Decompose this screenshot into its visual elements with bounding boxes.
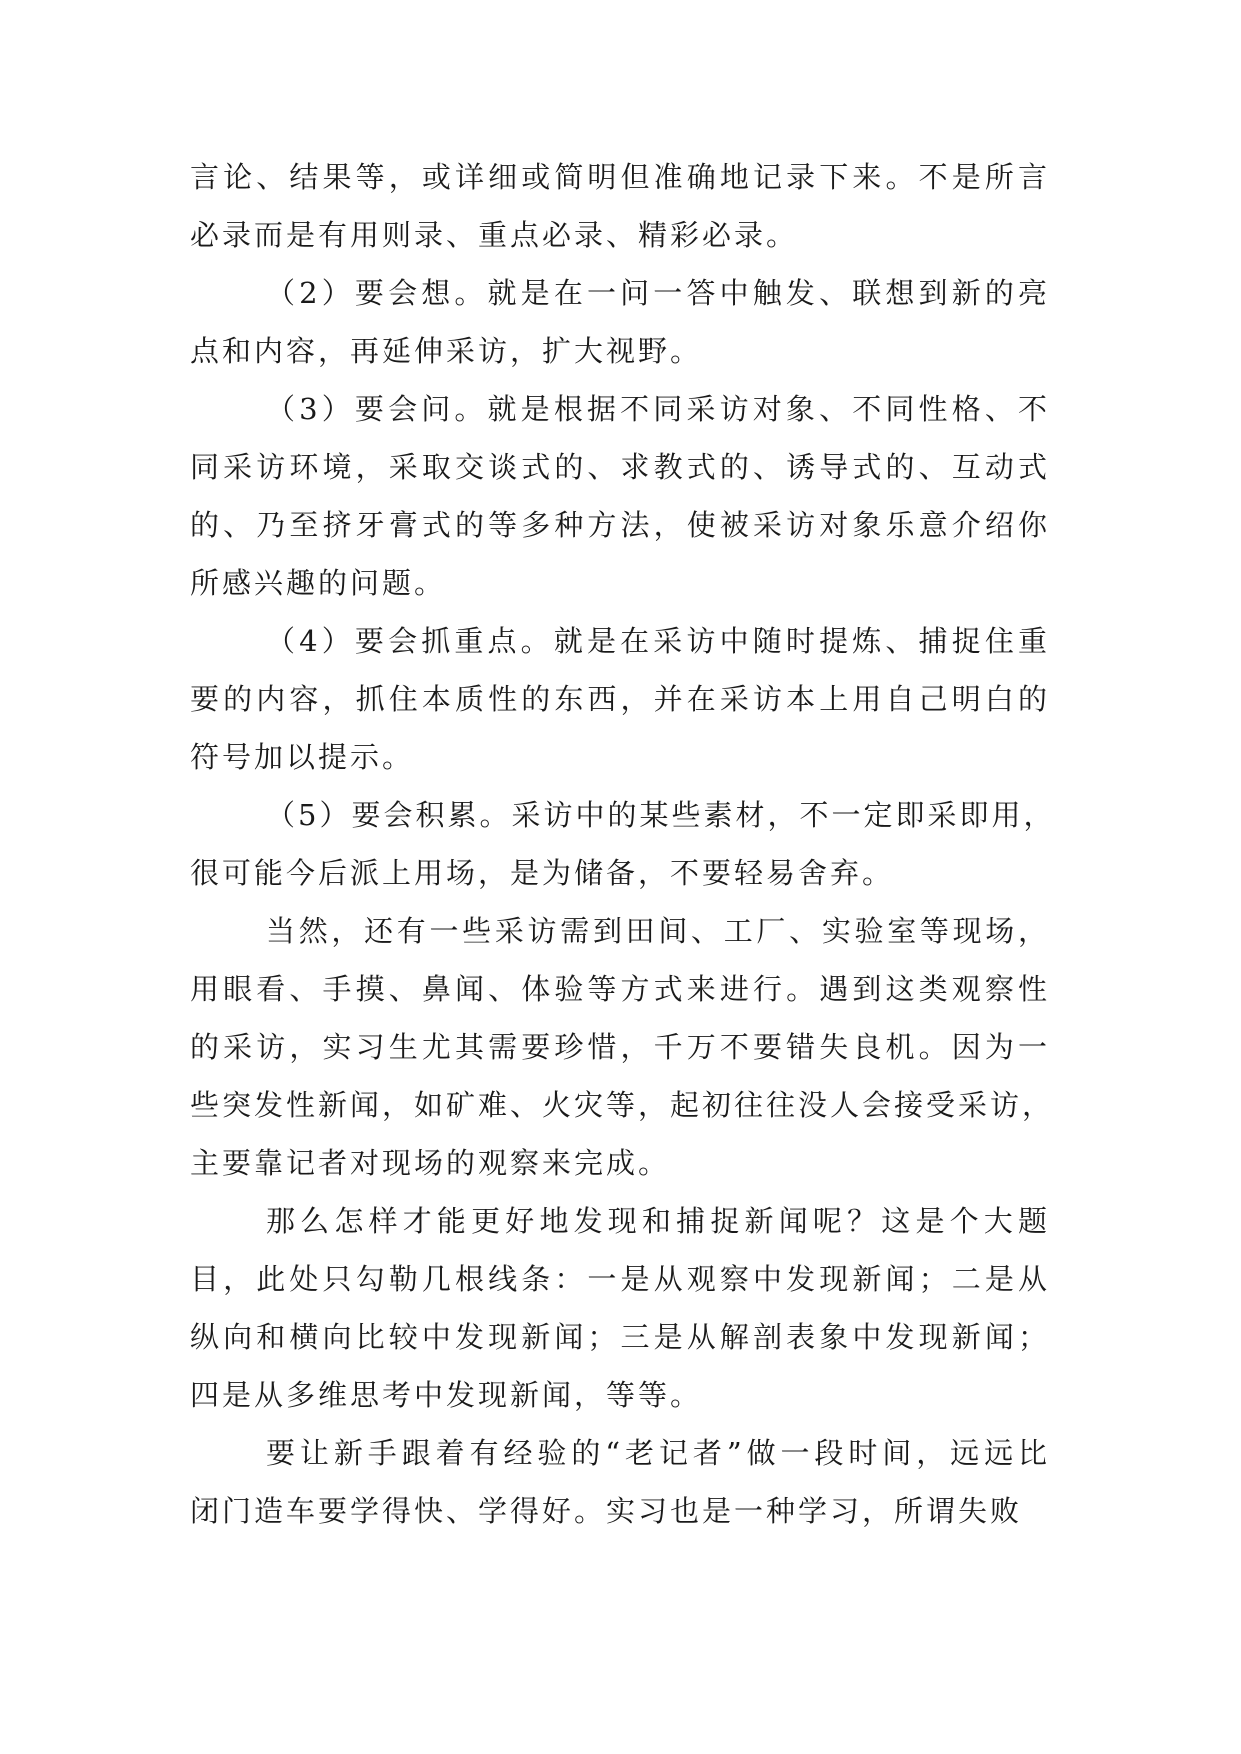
text-line: 符号加以提示。 — [190, 740, 415, 774]
paragraph — [190, 380, 1050, 612]
text-line: 要让新手跟着有经验的“老记者”做一段时间，远远比 — [266, 1436, 1050, 1470]
text-line: （4）要会抓重点。就是在采访中随时提炼、捕捉住重 — [266, 624, 1050, 658]
paragraph — [190, 902, 1055, 1192]
text-line: 要的内容，抓住本质性的东西，并在采访本上用自己明白的 — [190, 682, 1050, 716]
text-line: 的采访，实习生尤其需要珍惜，千万不要错失良机。因为一 — [190, 1030, 1050, 1064]
text-line: （5）要会积累。采访中的某些素材，不一定即采即用， — [266, 798, 1056, 832]
text-line: 四是从多维思考中发现新闻，等等。 — [190, 1378, 703, 1412]
text-line: 目，此处只勾勒几根线条：一是从观察中发现新闻；二是从 — [190, 1262, 1050, 1296]
text-line: （3）要会问。就是根据不同采访对象、不同性格、不 — [266, 392, 1050, 426]
text-line: 同采访环境，采取交谈式的、求教式的、诱导式的、互动式 — [190, 450, 1050, 484]
text-line: 的、乃至挤牙膏式的等多种方法，使被采访对象乐意介绍你 — [190, 508, 1050, 542]
paragraph — [190, 612, 1050, 786]
paragraph — [190, 786, 1056, 902]
text-line: 点和内容，再延伸采访，扩大视野。 — [190, 334, 703, 368]
text-line: 用眼看、手摸、鼻闻、体验等方式来进行。遇到这类观察性 — [190, 972, 1050, 1006]
text-line: 闭门造车要学得快、学得好。实习也是一种学习，所谓失败 — [190, 1494, 1023, 1528]
text-line: 主要靠记者对现场的观察来完成。 — [190, 1146, 671, 1180]
text-line: 很可能今后派上用场，是为储备，不要轻易舍弃。 — [190, 856, 895, 890]
text-line: （2）要会想。就是在一问一答中触发、联想到新的亮 — [266, 276, 1050, 310]
text-line: 言论、结果等，或详细或简明但准确地记录下来。不是所言 — [190, 160, 1050, 194]
text-line: 必录而是有用则录、重点必录、精彩必录。 — [190, 218, 799, 252]
text-line: 那么怎样才能更好地发现和捕捉新闻呢？这是个大题 — [266, 1204, 1050, 1238]
text-line: 纵向和横向比较中发现新闻；三是从解剖表象中发现新闻； — [190, 1320, 1050, 1354]
paragraph — [190, 264, 1050, 380]
text-line: 些突发性新闻，如矿难、火灾等，起初往往没人会接受采访， — [190, 1088, 1055, 1122]
document-body — [190, 148, 1056, 1540]
text-line: 所感兴趣的问题。 — [190, 566, 447, 600]
paragraph — [190, 1424, 1050, 1540]
paragraph — [190, 148, 1050, 264]
paragraph — [190, 1192, 1050, 1424]
text-line: 当然，还有一些采访需到田间、工厂、实验室等现场， — [266, 914, 1050, 948]
